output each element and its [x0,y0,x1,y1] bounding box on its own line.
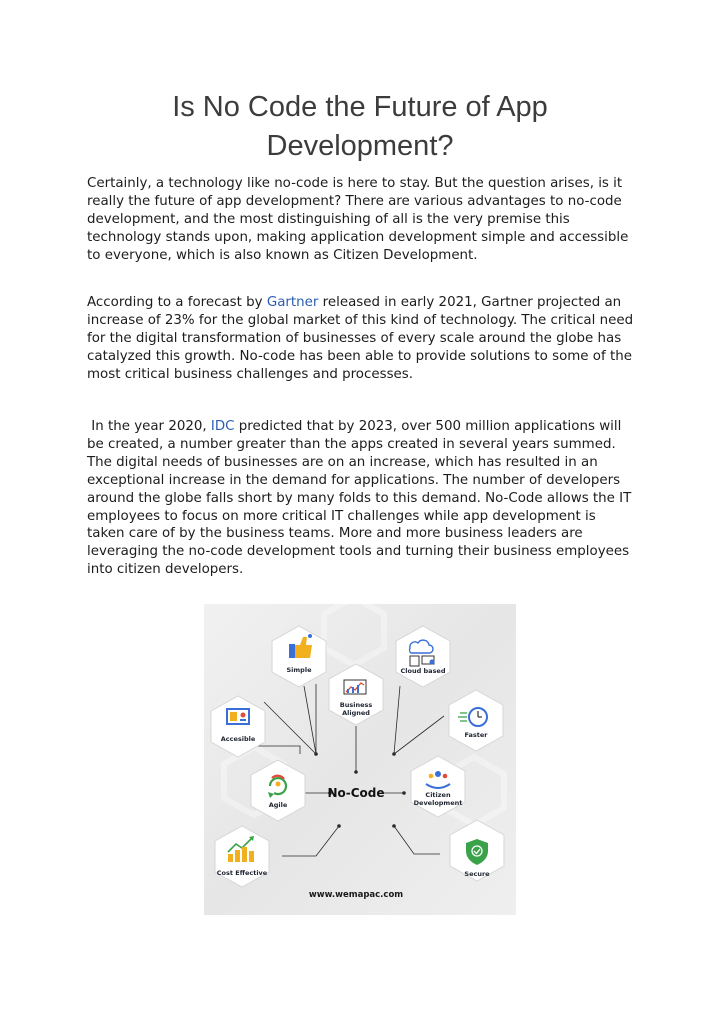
gartner-link[interactable]: Gartner [266,295,319,310]
node-business-label-2: Aligned [342,709,370,717]
node-cloud-label: Cloud based [400,667,446,675]
idc-paragraph [87,418,635,579]
node-agile-label: Agile [268,801,288,809]
no-code-benefits-infographic [204,604,516,915]
idc-paragraph-start: In the year 2020, [87,419,211,434]
idc-paragraph-end: predicted that by 2023, over 500 million applications will be created, a number greater than the apps created in several years summed. The digital needs of businesses are on an increase, which has resulted in an exceptional increase in the demand for applications. The number of developers around the globe falls short by many folds to this demand. No-Code allows the IT employees to focus on more critical IT challenges while app development is taken care of by the business teams. More and more business leaders are leveraging the no-code development tools and turning their business employees into citizen developers. [87,419,636,578]
node-business-label-1: Business [339,701,373,709]
node-citizen-label-2: Development [413,799,463,807]
idc-link[interactable]: IDC [210,419,235,434]
node-accessible-label: Accesible [220,735,256,743]
page-title: Is No Code the Future of App Development? [172,91,548,162]
center-no-code-label: No-Code [327,786,385,800]
node-citizen-label-1: Citizen [425,791,451,799]
infographic-footer-url: www.wemapac.com [308,890,404,900]
accessible-device-icon [226,708,250,725]
node-secure-label: Secure [464,870,490,878]
gartner-paragraph-start: According to a forecast by [87,295,267,310]
node-cost-label: Cost Effective [216,869,268,877]
node-simple-label: Simple [286,666,312,674]
intro-paragraph: Certainly, a technology like no-code is here to stay. But the question arises, is it really the future of app development? There are various advantages to no-code development, and the most distinguishing of all is the very premise this technology stands upon, making application development simple and accessible to everyone, which is also known as Citizen Development. [87,176,629,263]
node-faster-label: Faster [464,731,488,739]
gartner-paragraph-end: released in early 2021, Gartner projected an increase of 23% for the global market of this kind of technology. The critical need for the digital transformation of businesses of every scale around the globe has catalyzed this growth. No-code has been able to provide solutions to some of the most critical business challenges and processes. [87,295,634,382]
gartner-paragraph [87,294,635,384]
